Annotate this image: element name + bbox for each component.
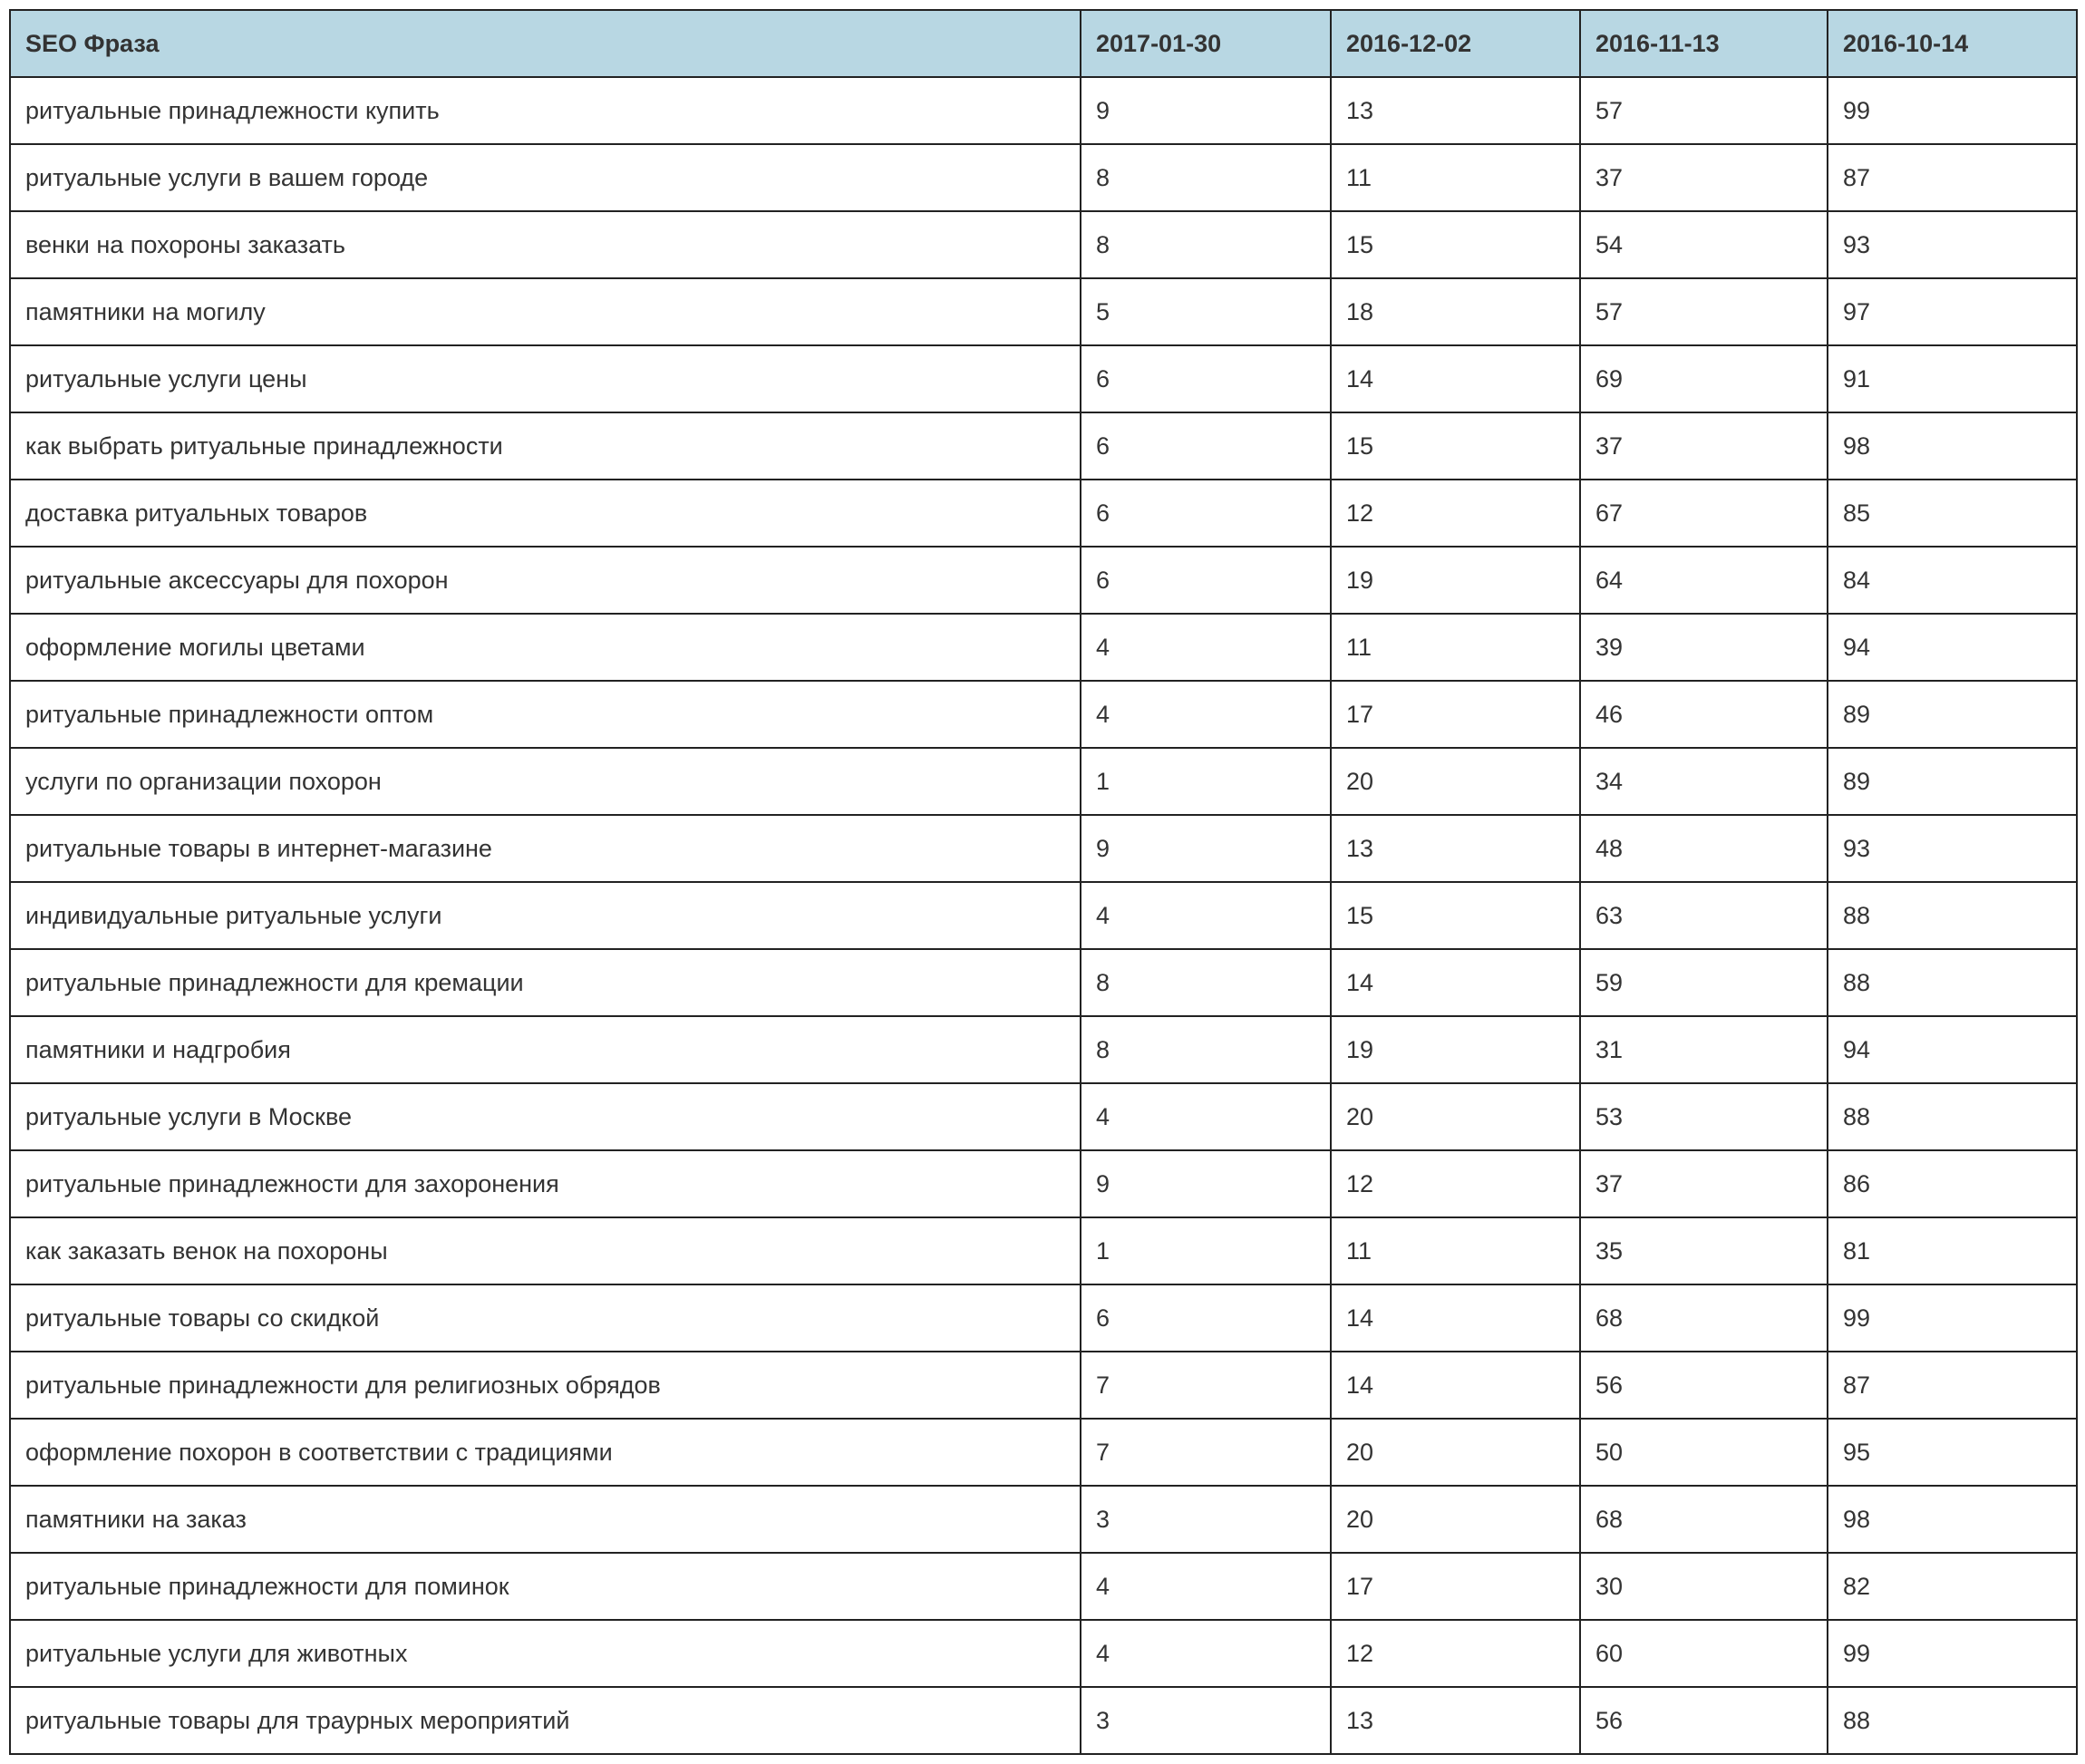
cell-date-4: 99 — [1828, 77, 2077, 144]
cell-date-1: 6 — [1081, 412, 1331, 480]
table-row — [10, 1284, 2077, 1352]
table-row — [10, 480, 2077, 547]
cell-date-3: 54 — [1580, 211, 1828, 278]
cell-date-1: 4 — [1081, 882, 1331, 949]
cell-date-2: 12 — [1331, 1620, 1580, 1687]
cell-date-2: 20 — [1331, 1419, 1580, 1486]
table-row — [10, 1553, 2077, 1620]
cell-date-4: 94 — [1828, 614, 2077, 681]
cell-date-4: 88 — [1828, 882, 2077, 949]
cell-date-4: 91 — [1828, 345, 2077, 412]
cell-date-3: 59 — [1580, 949, 1828, 1016]
cell-date-2: 12 — [1331, 480, 1580, 547]
cell-date-2: 11 — [1331, 144, 1580, 211]
cell-date-3: 68 — [1580, 1486, 1828, 1553]
cell-date-3: 63 — [1580, 882, 1828, 949]
cell-date-1: 4 — [1081, 1620, 1331, 1687]
cell-date-2: 17 — [1331, 1553, 1580, 1620]
cell-date-1: 4 — [1081, 1553, 1331, 1620]
cell-date-1: 9 — [1081, 815, 1331, 882]
cell-date-3: 56 — [1580, 1352, 1828, 1419]
table-row — [10, 547, 2077, 614]
cell-date-4: 97 — [1828, 278, 2077, 345]
cell-date-2: 15 — [1331, 412, 1580, 480]
table-row — [10, 1016, 2077, 1083]
cell-seo-phrase: ритуальные аксессуары для похорон — [10, 547, 1081, 614]
cell-date-2: 13 — [1331, 1687, 1580, 1754]
cell-date-3: 35 — [1580, 1217, 1828, 1284]
table-row — [10, 1352, 2077, 1419]
cell-date-2: 13 — [1331, 815, 1580, 882]
table-row — [10, 1486, 2077, 1553]
cell-date-1: 4 — [1081, 1083, 1331, 1150]
cell-date-4: 81 — [1828, 1217, 2077, 1284]
table-row — [10, 681, 2077, 748]
table-body — [10, 77, 2077, 1754]
cell-date-1: 9 — [1081, 77, 1331, 144]
cell-date-2: 12 — [1331, 1150, 1580, 1217]
cell-date-3: 64 — [1580, 547, 1828, 614]
table-row — [10, 278, 2077, 345]
cell-seo-phrase: ритуальные услуги в вашем городе — [10, 144, 1081, 211]
table-header — [10, 10, 2077, 77]
table-row — [10, 412, 2077, 480]
cell-date-3: 31 — [1580, 1016, 1828, 1083]
table-row — [10, 345, 2077, 412]
table-row — [10, 1083, 2077, 1150]
header-date-3: 2016-11-13 — [1580, 10, 1828, 77]
seo-phrase-table — [9, 9, 2078, 1755]
cell-date-3: 57 — [1580, 278, 1828, 345]
cell-seo-phrase: венки на похороны заказать — [10, 211, 1081, 278]
table-row — [10, 748, 2077, 815]
cell-seo-phrase: как заказать венок на похороны — [10, 1217, 1081, 1284]
cell-date-2: 19 — [1331, 1016, 1580, 1083]
cell-date-2: 13 — [1331, 77, 1580, 144]
cell-date-3: 67 — [1580, 480, 1828, 547]
cell-date-3: 69 — [1580, 345, 1828, 412]
cell-date-4: 87 — [1828, 1352, 2077, 1419]
cell-date-1: 7 — [1081, 1352, 1331, 1419]
cell-date-3: 46 — [1580, 681, 1828, 748]
cell-date-2: 20 — [1331, 748, 1580, 815]
cell-date-1: 1 — [1081, 748, 1331, 815]
table-row — [10, 1620, 2077, 1687]
cell-date-2: 14 — [1331, 949, 1580, 1016]
cell-date-2: 14 — [1331, 345, 1580, 412]
cell-seo-phrase: ритуальные принадлежности оптом — [10, 681, 1081, 748]
cell-date-3: 34 — [1580, 748, 1828, 815]
cell-date-4: 88 — [1828, 1687, 2077, 1754]
cell-date-3: 50 — [1580, 1419, 1828, 1486]
cell-date-1: 7 — [1081, 1419, 1331, 1486]
cell-date-3: 37 — [1580, 412, 1828, 480]
cell-date-4: 88 — [1828, 1083, 2077, 1150]
header-date-1: 2017-01-30 — [1081, 10, 1331, 77]
cell-seo-phrase: ритуальные услуги цены — [10, 345, 1081, 412]
cell-date-3: 57 — [1580, 77, 1828, 144]
cell-date-1: 8 — [1081, 1016, 1331, 1083]
cell-date-3: 48 — [1580, 815, 1828, 882]
cell-date-1: 1 — [1081, 1217, 1331, 1284]
cell-seo-phrase: доставка ритуальных товаров — [10, 480, 1081, 547]
cell-date-3: 60 — [1580, 1620, 1828, 1687]
cell-date-2: 20 — [1331, 1083, 1580, 1150]
cell-seo-phrase: ритуальные принадлежности для религиозных обрядов — [10, 1352, 1081, 1419]
table-row — [10, 211, 2077, 278]
cell-date-4: 93 — [1828, 211, 2077, 278]
cell-date-1: 3 — [1081, 1687, 1331, 1754]
cell-date-4: 94 — [1828, 1016, 2077, 1083]
cell-date-4: 98 — [1828, 1486, 2077, 1553]
cell-seo-phrase: ритуальные принадлежности для кремации — [10, 949, 1081, 1016]
table-row — [10, 949, 2077, 1016]
cell-date-2: 11 — [1331, 1217, 1580, 1284]
cell-seo-phrase: ритуальные принадлежности для поминок — [10, 1553, 1081, 1620]
cell-seo-phrase: ритуальные товары для траурных мероприятий — [10, 1687, 1081, 1754]
cell-date-3: 37 — [1580, 1150, 1828, 1217]
cell-date-4: 99 — [1828, 1620, 2077, 1687]
cell-date-1: 6 — [1081, 345, 1331, 412]
cell-date-2: 18 — [1331, 278, 1580, 345]
seo-table-container — [9, 9, 2076, 1755]
cell-date-4: 93 — [1828, 815, 2077, 882]
table-row — [10, 77, 2077, 144]
cell-date-3: 39 — [1580, 614, 1828, 681]
cell-date-3: 68 — [1580, 1284, 1828, 1352]
cell-seo-phrase: памятники на заказ — [10, 1486, 1081, 1553]
header-date-4: 2016-10-14 — [1828, 10, 2077, 77]
cell-date-4: 89 — [1828, 748, 2077, 815]
table-row — [10, 1419, 2077, 1486]
cell-seo-phrase: памятники и надгробия — [10, 1016, 1081, 1083]
cell-date-3: 56 — [1580, 1687, 1828, 1754]
cell-date-4: 84 — [1828, 547, 2077, 614]
cell-seo-phrase: ритуальные услуги для животных — [10, 1620, 1081, 1687]
cell-date-2: 20 — [1331, 1486, 1580, 1553]
cell-date-1: 6 — [1081, 1284, 1331, 1352]
table-row — [10, 144, 2077, 211]
cell-date-4: 89 — [1828, 681, 2077, 748]
cell-date-4: 95 — [1828, 1419, 2077, 1486]
cell-date-4: 85 — [1828, 480, 2077, 547]
table-row — [10, 882, 2077, 949]
cell-date-3: 53 — [1580, 1083, 1828, 1150]
cell-seo-phrase: ритуальные принадлежности купить — [10, 77, 1081, 144]
cell-date-1: 8 — [1081, 211, 1331, 278]
cell-seo-phrase: услуги по организации похорон — [10, 748, 1081, 815]
cell-date-1: 5 — [1081, 278, 1331, 345]
cell-date-2: 15 — [1331, 211, 1580, 278]
cell-seo-phrase: оформление похорон в соответствии с традициями — [10, 1419, 1081, 1486]
cell-seo-phrase: ритуальные принадлежности для захоронения — [10, 1150, 1081, 1217]
cell-date-1: 9 — [1081, 1150, 1331, 1217]
cell-date-1: 4 — [1081, 614, 1331, 681]
cell-date-2: 14 — [1331, 1284, 1580, 1352]
cell-date-4: 86 — [1828, 1150, 2077, 1217]
cell-date-1: 4 — [1081, 681, 1331, 748]
cell-date-2: 19 — [1331, 547, 1580, 614]
cell-seo-phrase: оформление могилы цветами — [10, 614, 1081, 681]
cell-seo-phrase: как выбрать ритуальные принадлежности — [10, 412, 1081, 480]
cell-date-4: 87 — [1828, 144, 2077, 211]
table-header-row — [10, 10, 2077, 77]
cell-date-4: 99 — [1828, 1284, 2077, 1352]
table-row — [10, 1687, 2077, 1754]
header-date-2: 2016-12-02 — [1331, 10, 1580, 77]
cell-seo-phrase: ритуальные услуги в Москве — [10, 1083, 1081, 1150]
cell-date-2: 15 — [1331, 882, 1580, 949]
cell-date-2: 11 — [1331, 614, 1580, 681]
cell-date-1: 6 — [1081, 480, 1331, 547]
cell-seo-phrase: памятники на могилу — [10, 278, 1081, 345]
table-row — [10, 1150, 2077, 1217]
cell-date-2: 17 — [1331, 681, 1580, 748]
cell-date-4: 82 — [1828, 1553, 2077, 1620]
table-row — [10, 815, 2077, 882]
cell-seo-phrase: индивидуальные ритуальные услуги — [10, 882, 1081, 949]
cell-date-4: 88 — [1828, 949, 2077, 1016]
cell-date-2: 14 — [1331, 1352, 1580, 1419]
cell-date-3: 30 — [1580, 1553, 1828, 1620]
cell-seo-phrase: ритуальные товары в интернет-магазине — [10, 815, 1081, 882]
cell-date-3: 37 — [1580, 144, 1828, 211]
table-row — [10, 614, 2077, 681]
cell-date-4: 98 — [1828, 412, 2077, 480]
cell-date-1: 3 — [1081, 1486, 1331, 1553]
cell-date-1: 8 — [1081, 949, 1331, 1016]
header-seo-phrase: SEO Фраза — [10, 10, 1081, 77]
cell-seo-phrase: ритуальные товары со скидкой — [10, 1284, 1081, 1352]
cell-date-1: 6 — [1081, 547, 1331, 614]
cell-date-1: 8 — [1081, 144, 1331, 211]
table-row — [10, 1217, 2077, 1284]
